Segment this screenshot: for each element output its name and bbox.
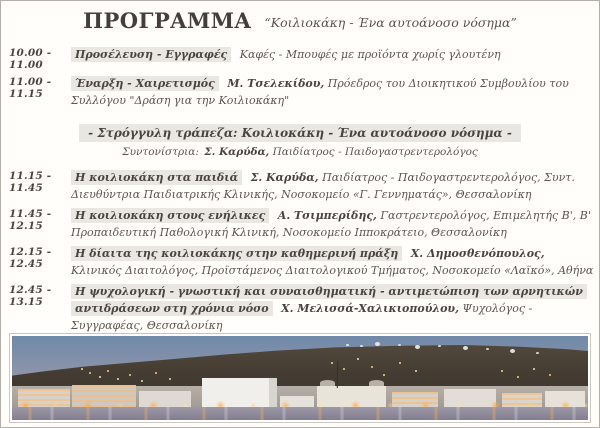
event-speaker: Χ. Μελισσά-Χαλικιοπούλου,	[281, 302, 459, 315]
event-time: 12.15 - 12.45	[9, 246, 52, 270]
photo-building	[72, 385, 135, 407]
event-time: 10.00 - 11.00	[9, 47, 52, 71]
coordinator-label: Συντονίστρια:	[122, 146, 199, 158]
event-title: Η ψυχολογική - γνωστική και συναισθηματική - αντιμετώπιση των αρνητικών αντιδράσεων στη χρόνια νόσο	[71, 284, 587, 316]
photo-building	[545, 391, 585, 407]
event-speaker: Σ. Καρύδα,	[250, 171, 319, 184]
event-content	[71, 245, 594, 279]
photo-building	[444, 389, 496, 407]
event-time: 11.45 - 12.15	[9, 208, 52, 232]
photo-dome	[369, 380, 384, 386]
page-subtitle: “Κοιλιοκάκη - Ένα αυτοάνοσο νόσημα”	[264, 15, 517, 30]
photo-light-reflections	[12, 407, 588, 420]
event-details: Καφές - Μπουφές με προϊόντα χωρίς γλουτένη	[239, 48, 501, 61]
event-content	[71, 207, 594, 241]
schedule-row	[9, 283, 594, 334]
schedule-row	[9, 169, 594, 203]
event-content	[71, 169, 594, 203]
event-content	[71, 46, 594, 71]
coordinator-details: Παιδίατρος - Παιδογαστρεντερολόγος	[272, 146, 478, 158]
roundtable-coordinator	[1, 146, 599, 158]
event-time: 11.15 - 11.45	[9, 170, 52, 194]
event-speaker: Μ. Τσελεκίδου,	[227, 77, 325, 90]
event-title: Η κοιλιοκάκη στα παιδιά	[71, 170, 242, 185]
event-title: Η δίαιτα της κοιλιοκάκης στην καθημερινή πράξη	[71, 246, 402, 261]
event-details: Πρόεδρος του Διοικητικού Συμβουλίου του Συλλόγου "Δράση για την Κοιλιοκάκη"	[71, 77, 569, 107]
event-title: Η κοιλιοκάκη στους ενήλικες	[71, 208, 269, 223]
event-time: 11.00 - 11.15	[9, 76, 52, 100]
photo-hillside-lights	[81, 368, 83, 370]
photo-building-modern	[202, 378, 277, 407]
schedule-row	[9, 46, 594, 71]
roundtable-heading: - Στρόγγυλη τράπεζα: Κοιλιοκάκη - Ένα αυτοάνοσο νόσημα -	[79, 124, 521, 142]
event-speaker: Χ. Δημοσθενόπουλος,	[410, 247, 545, 260]
schedule-top	[1, 46, 599, 109]
photo-building	[280, 396, 315, 407]
photo-building-neoclassical	[317, 386, 386, 407]
event-time: 12.45 - 13.15	[9, 284, 52, 308]
schedule-row	[9, 75, 594, 109]
header	[1, 1, 599, 33]
schedule-row	[9, 207, 594, 241]
event-content	[71, 75, 594, 109]
event-title: Προσέλευση - Εγγραφές	[71, 47, 231, 62]
event-details: Παιδίατρος - Παιδογαστρεντερολόγος, Συντ. Διευθύντρια Παιδιατρικής Κλινικής, Νοσοκομείο «Γ. Γεννηματάς», Θεσσαλονίκη	[71, 171, 575, 201]
page-title: ΠΡΟΓΡΑΜΜΑ	[83, 8, 252, 33]
event-details: Γαστρεντερολόγος, Επιμελητής Β', Β' Προπαιδευτική Παθολογική Κλινική, Νοσοκομείο Ιπποκράτειο, Θεσσαλονίκη	[71, 209, 591, 239]
event-speaker: Α. Τσιμπερίδης,	[277, 209, 377, 222]
photo-building	[392, 392, 438, 406]
event-content	[71, 283, 594, 334]
photo-snow-patches	[346, 344, 349, 346]
waterfront-photo-frame	[10, 334, 590, 422]
event-details: Ψυχολόγος - Συγγραφέας, Θεσσαλονίκη	[71, 302, 533, 332]
roundtable-section	[1, 122, 599, 158]
waterfront-photo	[12, 336, 588, 420]
schedule-row	[9, 245, 594, 279]
photo-building	[502, 393, 542, 406]
photo-building	[139, 391, 191, 407]
event-title: Έναρξη - Χαιρετισμός	[71, 76, 219, 91]
coordinator-name: Σ. Καρύδα,	[204, 146, 270, 158]
event-details: Κλινικός Διαιτολόγος, Προϊστάμενος Διαιτολογικού Τμήματος, Νοσοκομείο «Λαϊκό», Αθήνα	[71, 264, 594, 277]
photo-dome	[320, 380, 335, 386]
